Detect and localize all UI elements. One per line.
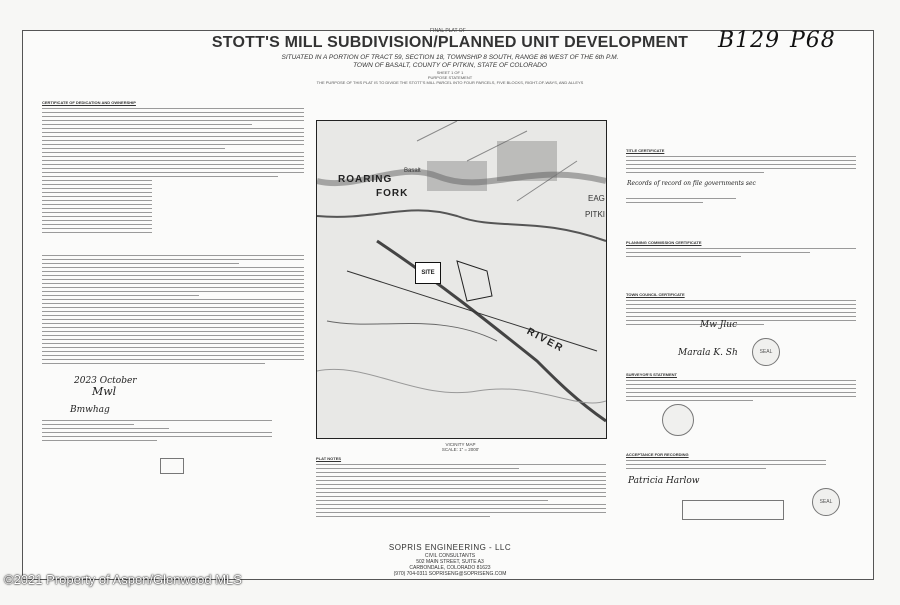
map-label-fork: FORK bbox=[376, 188, 409, 199]
surveyors-statement-heading: SURVEYOR'S STATEMENT bbox=[626, 372, 677, 377]
mls-watermark: ©2021 Property of Aspen/Glenwood MLS bbox=[4, 572, 242, 587]
engineer-city: CARBONDALE, COLORADO 81623 bbox=[409, 565, 491, 571]
map-label-eagle: EAG bbox=[588, 194, 605, 203]
bearing-list bbox=[42, 172, 152, 236]
county-seal: SEAL bbox=[812, 488, 840, 516]
plat-notes-text bbox=[316, 464, 606, 520]
notary-text bbox=[42, 420, 272, 444]
purpose-label: PURPOSE STATEMENT bbox=[427, 75, 473, 80]
mayor-signature: Mw Jluc bbox=[700, 320, 738, 330]
subtitle-town: TOWN OF BASALT, COUNTY OF PITKIN, STATE OF COLORADO bbox=[353, 62, 547, 69]
planning-commission-text bbox=[626, 248, 856, 260]
vicinity-map-title: VICINITY MAP bbox=[445, 442, 476, 447]
engineer-address: 502 MAIN STREET, SUITE A3 bbox=[416, 559, 484, 565]
surveyor-seal bbox=[662, 404, 694, 436]
recorder-signature: Patricia Harlow bbox=[628, 476, 700, 486]
planning-commission-heading: PLANNING COMMISSION CERTIFICATE bbox=[626, 240, 702, 245]
plat-notes-heading: PLAT NOTES bbox=[316, 456, 342, 461]
plat-title: STOTT'S MILL SUBDIVISION/PLANNED UNIT DEVELOPMENT bbox=[211, 34, 689, 51]
engineer-company: SOPRIS ENGINEERING - LLC bbox=[388, 543, 512, 552]
subtitle-location: SITUATED IN A PORTION OF TRACT 59, SECTION 18, TOWNSHIP 8 SOUTH, RANGE 86 WEST OF THE 6th P.M. bbox=[281, 54, 619, 61]
title-note-handwritten: Records of record on file governments sec bbox=[627, 180, 756, 187]
engineer-line-1: CIVIL CONSULTANTS bbox=[424, 553, 476, 559]
vicinity-map-caption bbox=[316, 442, 605, 452]
final-plat-label: FINAL PLAT OF bbox=[430, 28, 466, 34]
book-number: B129 bbox=[718, 28, 781, 53]
town-council-text bbox=[626, 300, 856, 328]
map-site-marker: SITE bbox=[415, 262, 441, 284]
map-label-roaring: ROARING bbox=[338, 174, 393, 185]
owner-signature: Mwl bbox=[92, 385, 117, 398]
page-number: P68 bbox=[790, 28, 836, 53]
town-council-heading: TOWN COUNCIL CERTIFICATE bbox=[626, 292, 685, 297]
surveyors-statement-text bbox=[626, 380, 856, 404]
town-seal: SEAL bbox=[752, 338, 780, 366]
clerk-signature: Marala K. Sh bbox=[678, 348, 738, 358]
dedication-text-block bbox=[42, 108, 304, 180]
map-drawing bbox=[317, 121, 606, 438]
title-certificate-text bbox=[626, 156, 856, 176]
notary-signature: Bmwhag bbox=[70, 405, 110, 415]
acceptance-recording-heading: ACCEPTANCE FOR RECORDING bbox=[626, 452, 689, 457]
purpose-text: THE PURPOSE OF THIS PLAT IS TO DIVIDE THE STOTT'S MILL PARCEL INTO FOUR PARCELS, FIVE BLOCKS, RIGHT-OF-WAYS, AND ALLEYS bbox=[316, 80, 584, 85]
handwritten-date: 2023 October bbox=[74, 376, 137, 386]
reception-stamp bbox=[682, 500, 784, 520]
dedication-body-text bbox=[42, 255, 304, 367]
map-label-river: RIVER bbox=[524, 326, 566, 355]
map-label-basalt: Basalt bbox=[404, 168, 421, 174]
engineer-contact: (970) 704-0311 SOPRISENG@SOPRISENG.COM bbox=[393, 571, 507, 577]
sheet-label: SHEET 1 OF 1 bbox=[436, 70, 464, 75]
acceptance-recording-text bbox=[626, 460, 826, 472]
notary-stamp bbox=[160, 458, 184, 474]
vicinity-map-scale: SCALE: 1" = 2000' bbox=[441, 447, 480, 452]
title-certificate-heading: TITLE CERTIFICATE bbox=[626, 148, 665, 153]
title-signature-line bbox=[626, 198, 736, 206]
map-label-pitkin: PITKI bbox=[585, 210, 606, 219]
vicinity-map bbox=[316, 120, 607, 439]
dedication-heading: CERTIFICATE OF DEDICATION AND OWNERSHIP bbox=[42, 100, 136, 105]
